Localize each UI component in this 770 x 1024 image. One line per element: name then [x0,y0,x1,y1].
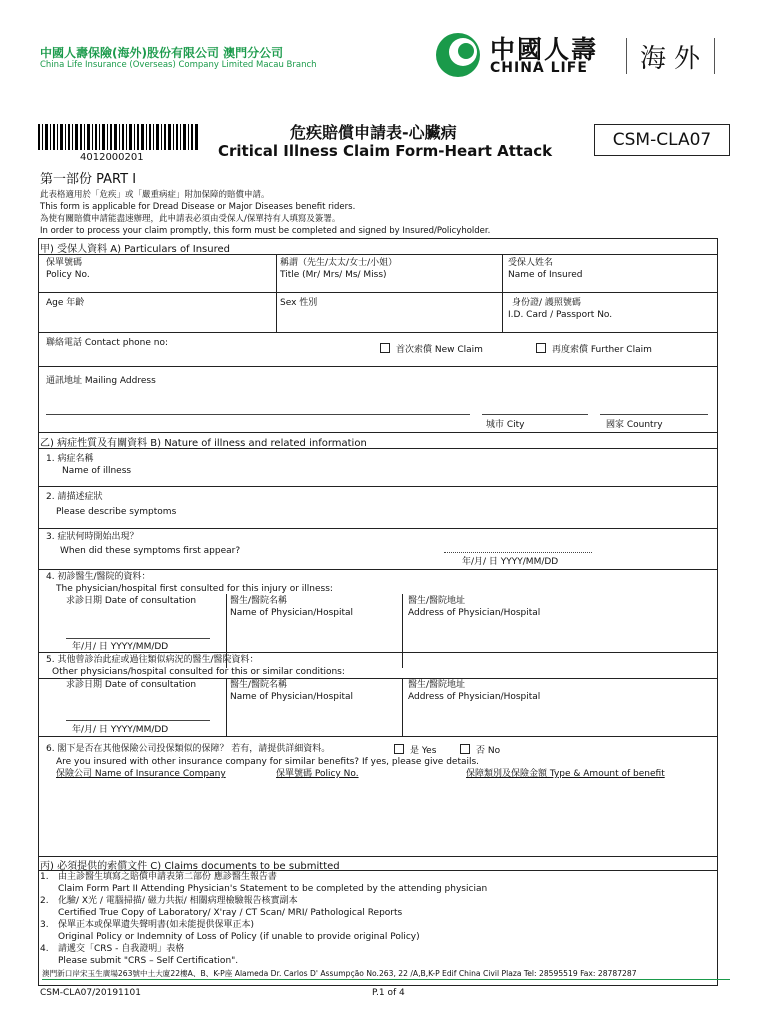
q6-yes-label: 是 Yes [410,746,437,756]
q4-address-zh: 醫生/醫院地址 [408,596,466,606]
new-claim-checkbox[interactable] [380,343,390,353]
footer-form-code: CSM-CLA07/20191101 [40,988,141,998]
q5-physician-zh: 醫生/醫院名稱 [230,680,288,690]
intro-line-4: In order to process your claim promptly, this form must be completed and signed by Insured/Policyholder. [40,226,491,236]
q5-physician-en: Name of Physician/Hospital [230,692,354,702]
further-claim-option[interactable] [536,343,652,356]
insured-name-label-zh: 受保人姓名 [508,258,554,268]
q4-address-en: Address of Physician/Hospital [408,608,541,618]
q6-no-option[interactable] [460,744,500,757]
doc-item-2-zh: 化驗/ X光 / 電腦掃描/ 磁力共振/ 相關病理檢驗報告核實副本 [58,896,298,906]
rule [38,254,718,255]
country-label: 國家 Country [606,420,663,430]
logo-divider-right [714,38,715,74]
doc-item-1-en: Claim Form Part II Attending Physician's Statement to be completed by the attending physician [58,884,488,894]
form-title-zh: 危疾賠償申請表-心臟病 [290,123,457,142]
city-label: 城市 City [486,420,525,430]
q3-label-zh: 3. 症狀何時開始出現？ [46,532,139,542]
q3-date-format: 年/月/ 日 YYYY/MM/DD [462,557,559,567]
form-title-en: Critical Illness Claim Form-Heart Attack [218,142,553,160]
intro-line-1: 此表格適用於「危疾」或「嚴重病症」附加保障的賠償申請。 [40,190,270,200]
doc-item-3-en: Original Policy or Indemnity of Loss of Policy (if unable to provide original Policy) [58,932,420,942]
policy-no-label-en: Policy No. [46,270,90,280]
new-claim-option[interactable] [380,343,483,356]
q5-date-format: 年/月/ 日 YYYY/MM/DD [72,725,169,735]
section-a-title: 甲) 受保人資料 A) Particulars of Insured [40,244,230,255]
doc-item-3-zh: 保單正本或保單遺失聲明書(如未能提供保單正本) [58,920,255,930]
part-label: 第一部份 PART I [40,172,137,187]
q6-company-header: 保險公司 Name of Insurance Company [56,769,226,779]
q2-label-en: Please describe symptoms [56,507,177,517]
q5-address-en: Address of Physician/Hospital [408,692,541,702]
title-label-en: Title (Mr/ Mrs/ Ms/ Miss) [280,270,387,280]
q6-no-checkbox[interactable] [460,744,470,754]
company-name-en: China Life Insurance (Overseas) Company Limited Macau Branch [40,60,317,70]
section-c-title: 丙) 必須提供的索償文件 C) Claims documents to be submitted [40,861,340,872]
rule [38,448,718,449]
new-claim-label: 首次索償 New Claim [396,345,483,355]
doc-item-4-zh: 請遞交「CRS - 自我證明」表格 [58,944,185,954]
q6-label-zh: 6. 閣下是否在其他保險公司投保類似的保障？ 若有，請提供詳細資料。 [46,744,331,754]
q5-address-zh: 醫生/醫院地址 [408,680,466,690]
footer-page-number: P.1 of 4 [372,988,405,998]
section-b-title: 乙) 病症性質及有關資料 B) Nature of illness and related information [40,438,367,449]
q3-date-line[interactable] [444,552,592,553]
q4-physician-zh: 醫生/醫院名稱 [230,596,288,606]
age-label: Age 年齡 [46,298,85,308]
rule [38,366,718,367]
city-line[interactable] [482,414,588,415]
doc-item-4-en: Please submit "CRS – Self Certification". [58,956,239,966]
china-life-logo-icon [433,30,483,80]
logo-text-en: CHINA LIFE [490,60,588,76]
rule [38,870,718,871]
doc-item-2-num: 2. [40,896,49,906]
q5-consult-date: 求診日期 Date of consultation [66,680,197,690]
rule [38,432,718,433]
form-code-box: CSM-CLA07 [594,124,730,156]
logo-text-zh: 中國人壽 [490,35,599,64]
q1-label-zh: 1. 病症名稱 [46,454,94,464]
q2-label-zh: 2. 請描述症狀 [46,492,103,502]
rule [38,528,718,529]
insured-name-label-en: Name of Insured [508,270,583,280]
policy-no-label-zh: 保單號碼 [46,258,83,268]
rule [402,594,403,668]
q6-yes-checkbox[interactable] [394,744,404,754]
rule [276,254,277,332]
rule [38,652,718,653]
rule [38,569,718,570]
q3-label-en: When did these symptoms first appear? [60,546,241,556]
rule [38,332,718,333]
id-label-en: I.D. Card / Passport No. [508,310,613,320]
q6-yes-option[interactable] [394,744,436,757]
title-label-zh: 稱謂（先生/太太/女士/小姐） [280,258,398,268]
rule [402,678,403,736]
mailing-address-label: 通訊地址 Mailing Address [46,376,156,386]
q6-no-label: 否 No [476,746,501,756]
rule [38,736,718,737]
q4-label-en: The physician/hospital first consulted for this injury or illness: [56,584,333,594]
rule [38,292,718,293]
logo-divider [626,38,627,74]
company-name-zh: 中國人壽保險(海外)股份有限公司 澳門分公司 [40,46,284,60]
q4-consult-date: 求診日期 Date of consultation [66,596,197,606]
q4-date-format: 年/月/ 日 YYYY/MM/DD [72,642,169,652]
address-line[interactable] [46,414,470,415]
rule [226,678,227,736]
doc-item-2-en: Certified True Copy of Laboratory/ X'ray / CT Scan/ MRI/ Pathological Reports [58,908,403,918]
doc-item-4-num: 4. [40,944,49,954]
q1-label-en: Name of illness [62,466,132,476]
doc-item-1-zh: 由主診醫生填寫之賠償申請表第二部份 應診醫生報告書 [58,872,277,882]
q5-label-en: Other physicians/hospital consulted for this or similar conditions: [52,667,345,677]
rule [38,678,718,679]
q6-label-en: Are you insured with other insurance company for similar benefits? If yes, please give details. [56,757,480,767]
country-line[interactable] [600,414,708,415]
doc-item-1-num: 1. [40,872,49,882]
intro-line-2: This form is applicable for Dread Disease or Major Diseases benefit riders. [40,202,356,212]
intro-line-3: 為使有關賠償申請能盡速辦理，此申請表必須由受保人/保單持有人填寫及簽署。 [40,214,341,224]
rule [502,254,503,332]
barcode [38,124,198,150]
q6-benefit-header: 保障類別及保險金額 Type & Amount of benefit [466,769,665,779]
q5-label-zh: 5. 其他曾診治此症或過往類似病況的醫生/醫院資料： [46,655,259,665]
footer-address: 澳門新口岸宋玉生廣場263號中土大廈22樓A、B、K-P座 Alameda Dr. Carlos D' Assumpção No.263, 22 /A,B,K-P Edif China Civil Plaza Tel: 28595519 Fax: 28787287 [42,969,730,980]
id-label-zh: 身份證/ 護照號碼 [512,298,581,308]
logo-overseas: 海外 [640,44,709,74]
q4-date-line[interactable] [66,638,210,639]
q4-label-zh: 4. 初診醫生/醫院的資料： [46,572,151,582]
contact-phone-label: 聯絡電話 Contact phone no: [46,338,169,348]
q4-physician-en: Name of Physician/Hospital [230,608,354,618]
doc-item-3-num: 3. [40,920,49,930]
barcode-number: 4012000201 [80,152,144,163]
further-claim-checkbox[interactable] [536,343,546,353]
sex-label: Sex 性別 [280,298,318,308]
q6-policy-header: 保單號碼 Policy No. [276,769,359,779]
rule [38,486,718,487]
further-claim-label: 再度索償 Further Claim [552,345,652,355]
q5-date-line[interactable] [66,720,210,721]
